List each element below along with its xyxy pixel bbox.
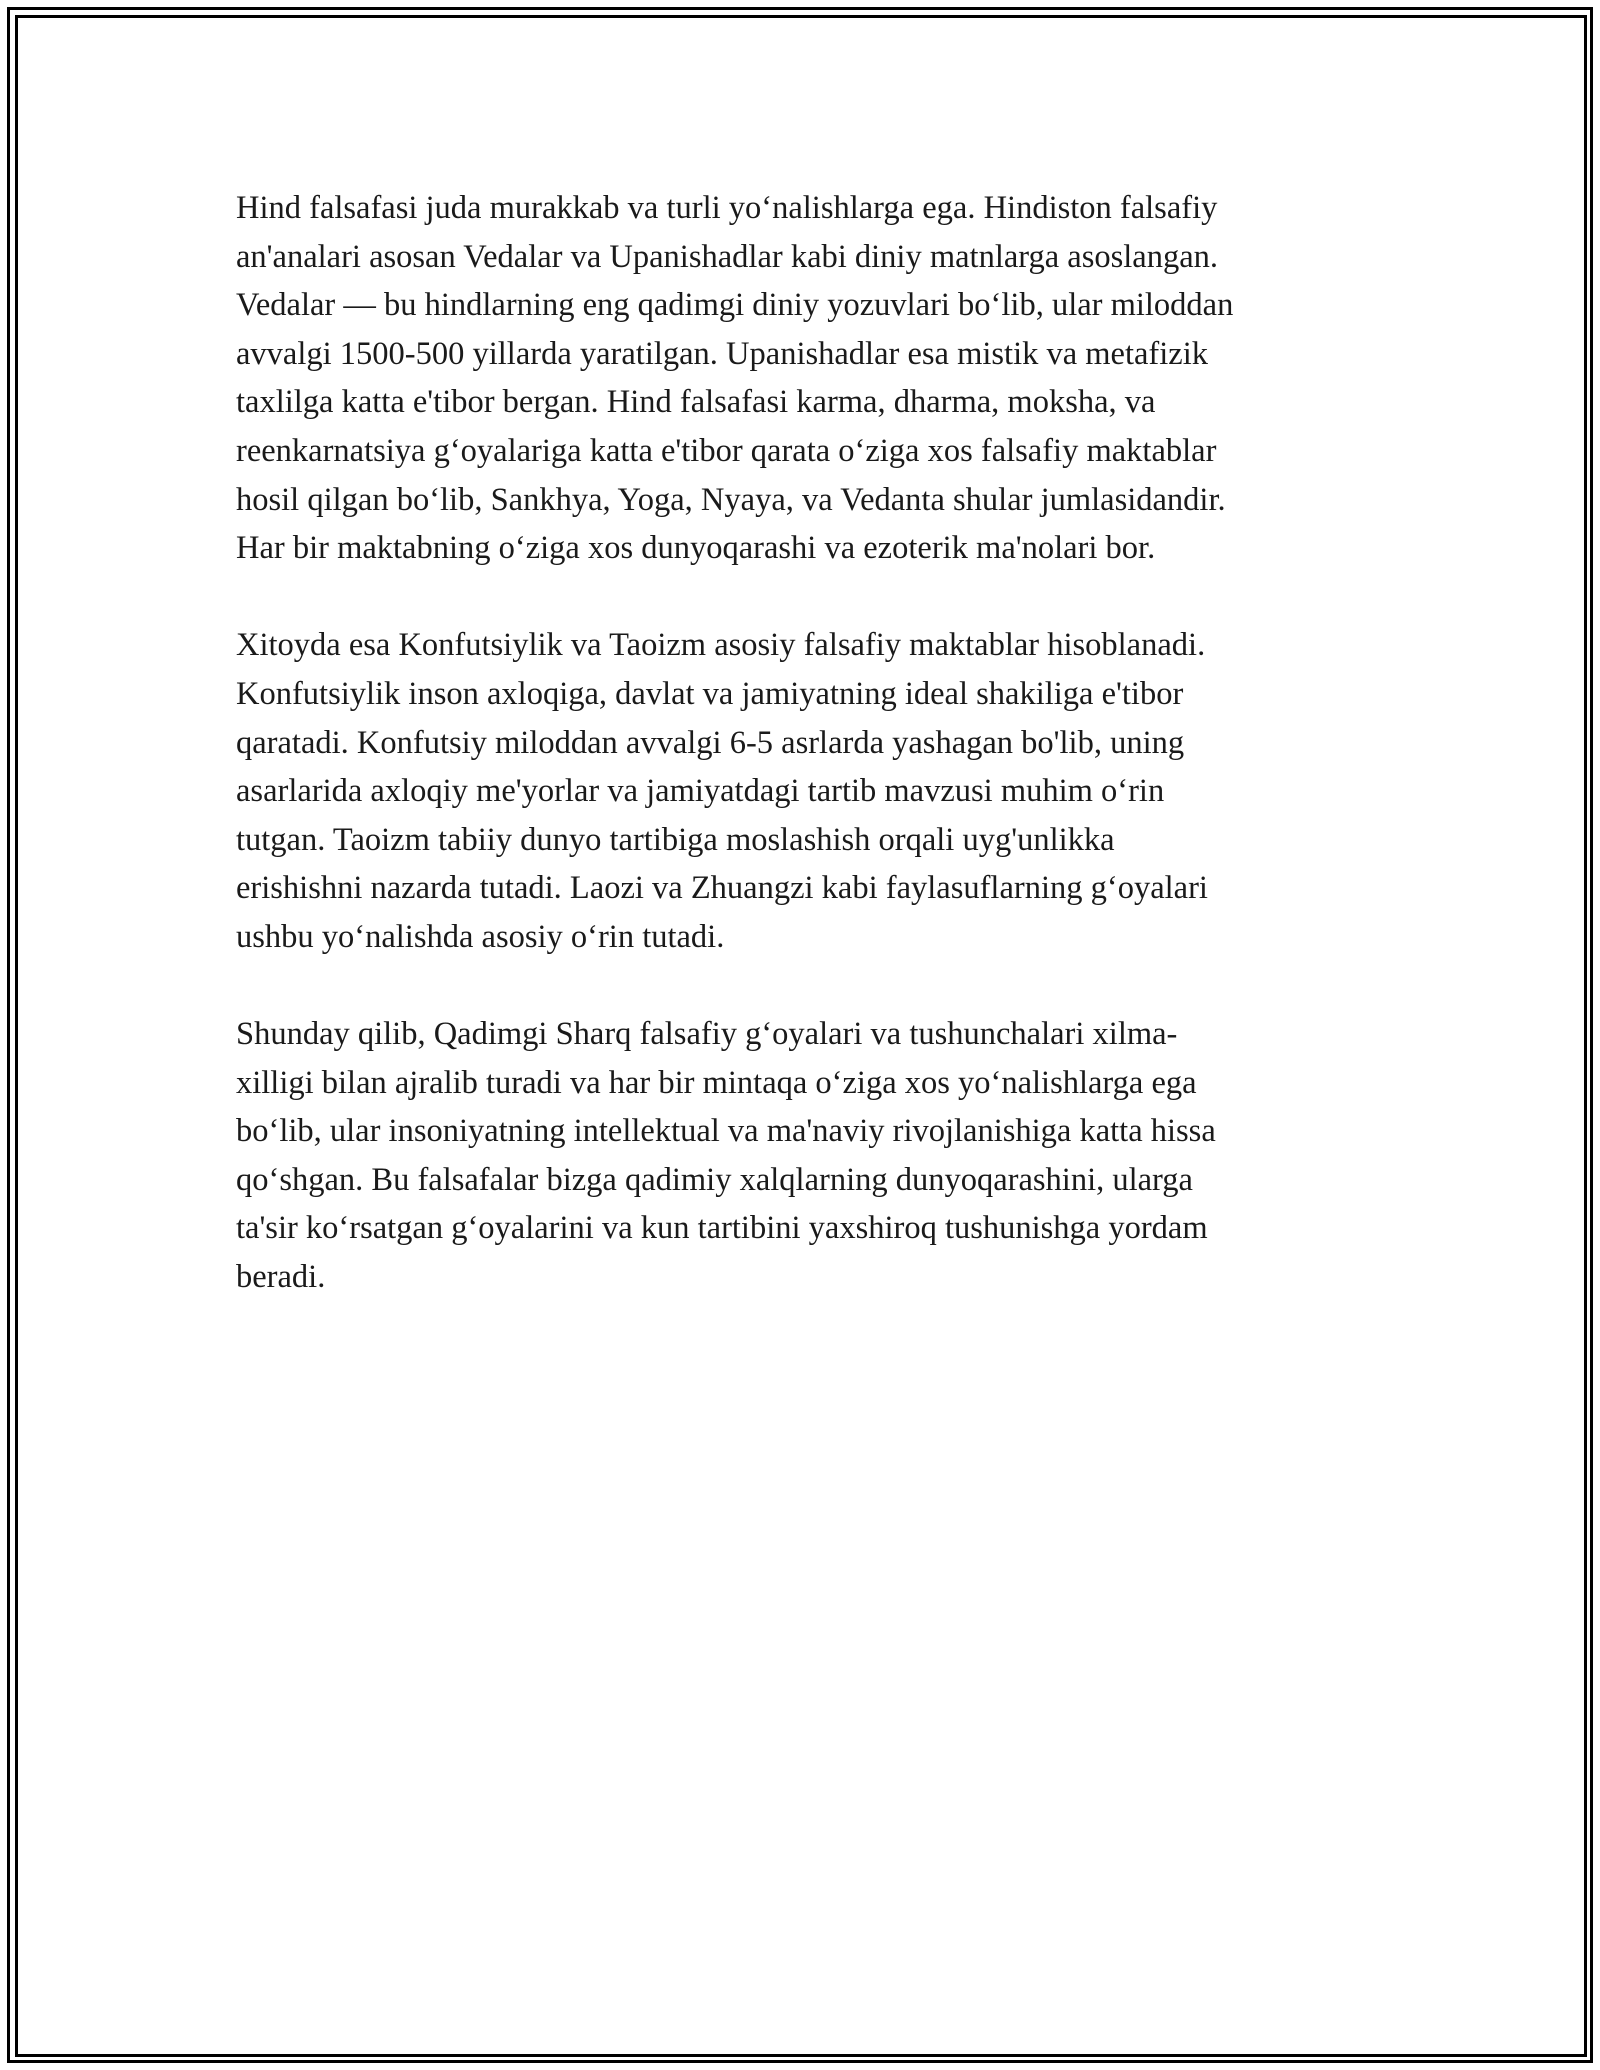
paragraph-chinese-philosophy	[236, 621, 1376, 961]
text-line: asarlarida axloqiy me'yorlar va jamiyatdagi tartib mavzusi muhim o‘rin	[236, 773, 1165, 810]
text-line: tutgan. Taoizm tabiiy dunyo tartibiga moslashish orqali uyg'unlikka	[236, 821, 1115, 858]
text-line: bo‘lib, ular insoniyatning intellektual va ma'naviy rivojlanishiga katta hissa	[236, 1113, 1216, 1150]
text-line: Vedalar — bu hindlarning eng qadimgi diniy yozuvlari bo‘lib, ular miloddan	[236, 287, 1234, 324]
document-body	[236, 184, 1376, 1350]
text-line: ushbu yo‘nalishda asosiy o‘rin tutadi.	[236, 918, 725, 955]
text-line: an'analari asosan Vedalar va Upanishadlar kabi diniy matnlarga asoslangan.	[236, 238, 1219, 275]
text-line: beradi.	[236, 1259, 326, 1296]
text-line: Har bir maktabning o‘ziga xos dunyoqarashi va ezoterik ma'nolari bor.	[236, 530, 1156, 567]
text-line: avvalgi 1500-500 yillarda yaratilgan. Upanishadlar esa mistik va metafizik	[236, 335, 1208, 372]
text-line: reenkarnatsiya g‘oyalariga katta e'tibor qarata o‘ziga xos falsafiy maktablar	[236, 432, 1217, 469]
paragraph-indian-philosophy	[236, 184, 1376, 573]
text-line: erishishni nazarda tutadi. Laozi va Zhuangzi kabi faylasuflarning g‘oyalari	[236, 870, 1208, 907]
text-line: ta'sir ko‘rsatgan g‘oyalarini va kun tartibini yaxshiroq tushunishga yordam	[236, 1210, 1208, 1247]
text-line: Xitoyda esa Konfutsiylik va Taoizm asosiy falsafiy maktablar hisoblanadi.	[236, 627, 1206, 664]
text-line: qaratadi. Konfutsiy miloddan avvalgi 6-5 asrlarda yashagan bo'lib, uning	[236, 724, 1185, 761]
text-line: hosil qilgan bo‘lib, Sankhya, Yoga, Nyaya, va Vedanta shular jumlasidandir.	[236, 481, 1226, 518]
text-line: Shunday qilib, Qadimgi Sharq falsafiy g‘oyalari va tushunchalari xilma-	[236, 1016, 1178, 1053]
text-line: xilligi bilan ajralib turadi va har bir mintaqa o‘ziga xos yo‘nalishlarga ega	[236, 1064, 1197, 1101]
text-line: taxlilga katta e'tibor bergan. Hind falsafasi karma, dharma, moksha, va	[236, 384, 1156, 421]
text-line: Konfutsiylik inson axloqiga, davlat va jamiyatning ideal shakiliga e'tibor	[236, 675, 1184, 712]
text-line: Hind falsafasi juda murakkab va turli yo‘nalishlarga ega. Hindiston falsafiy	[236, 190, 1218, 226]
text-line: qo‘shgan. Bu falsafalar bizga qadimiy xalqlarning dunyoqarashini, ularga	[236, 1161, 1193, 1198]
paragraph-conclusion	[236, 1010, 1376, 1302]
